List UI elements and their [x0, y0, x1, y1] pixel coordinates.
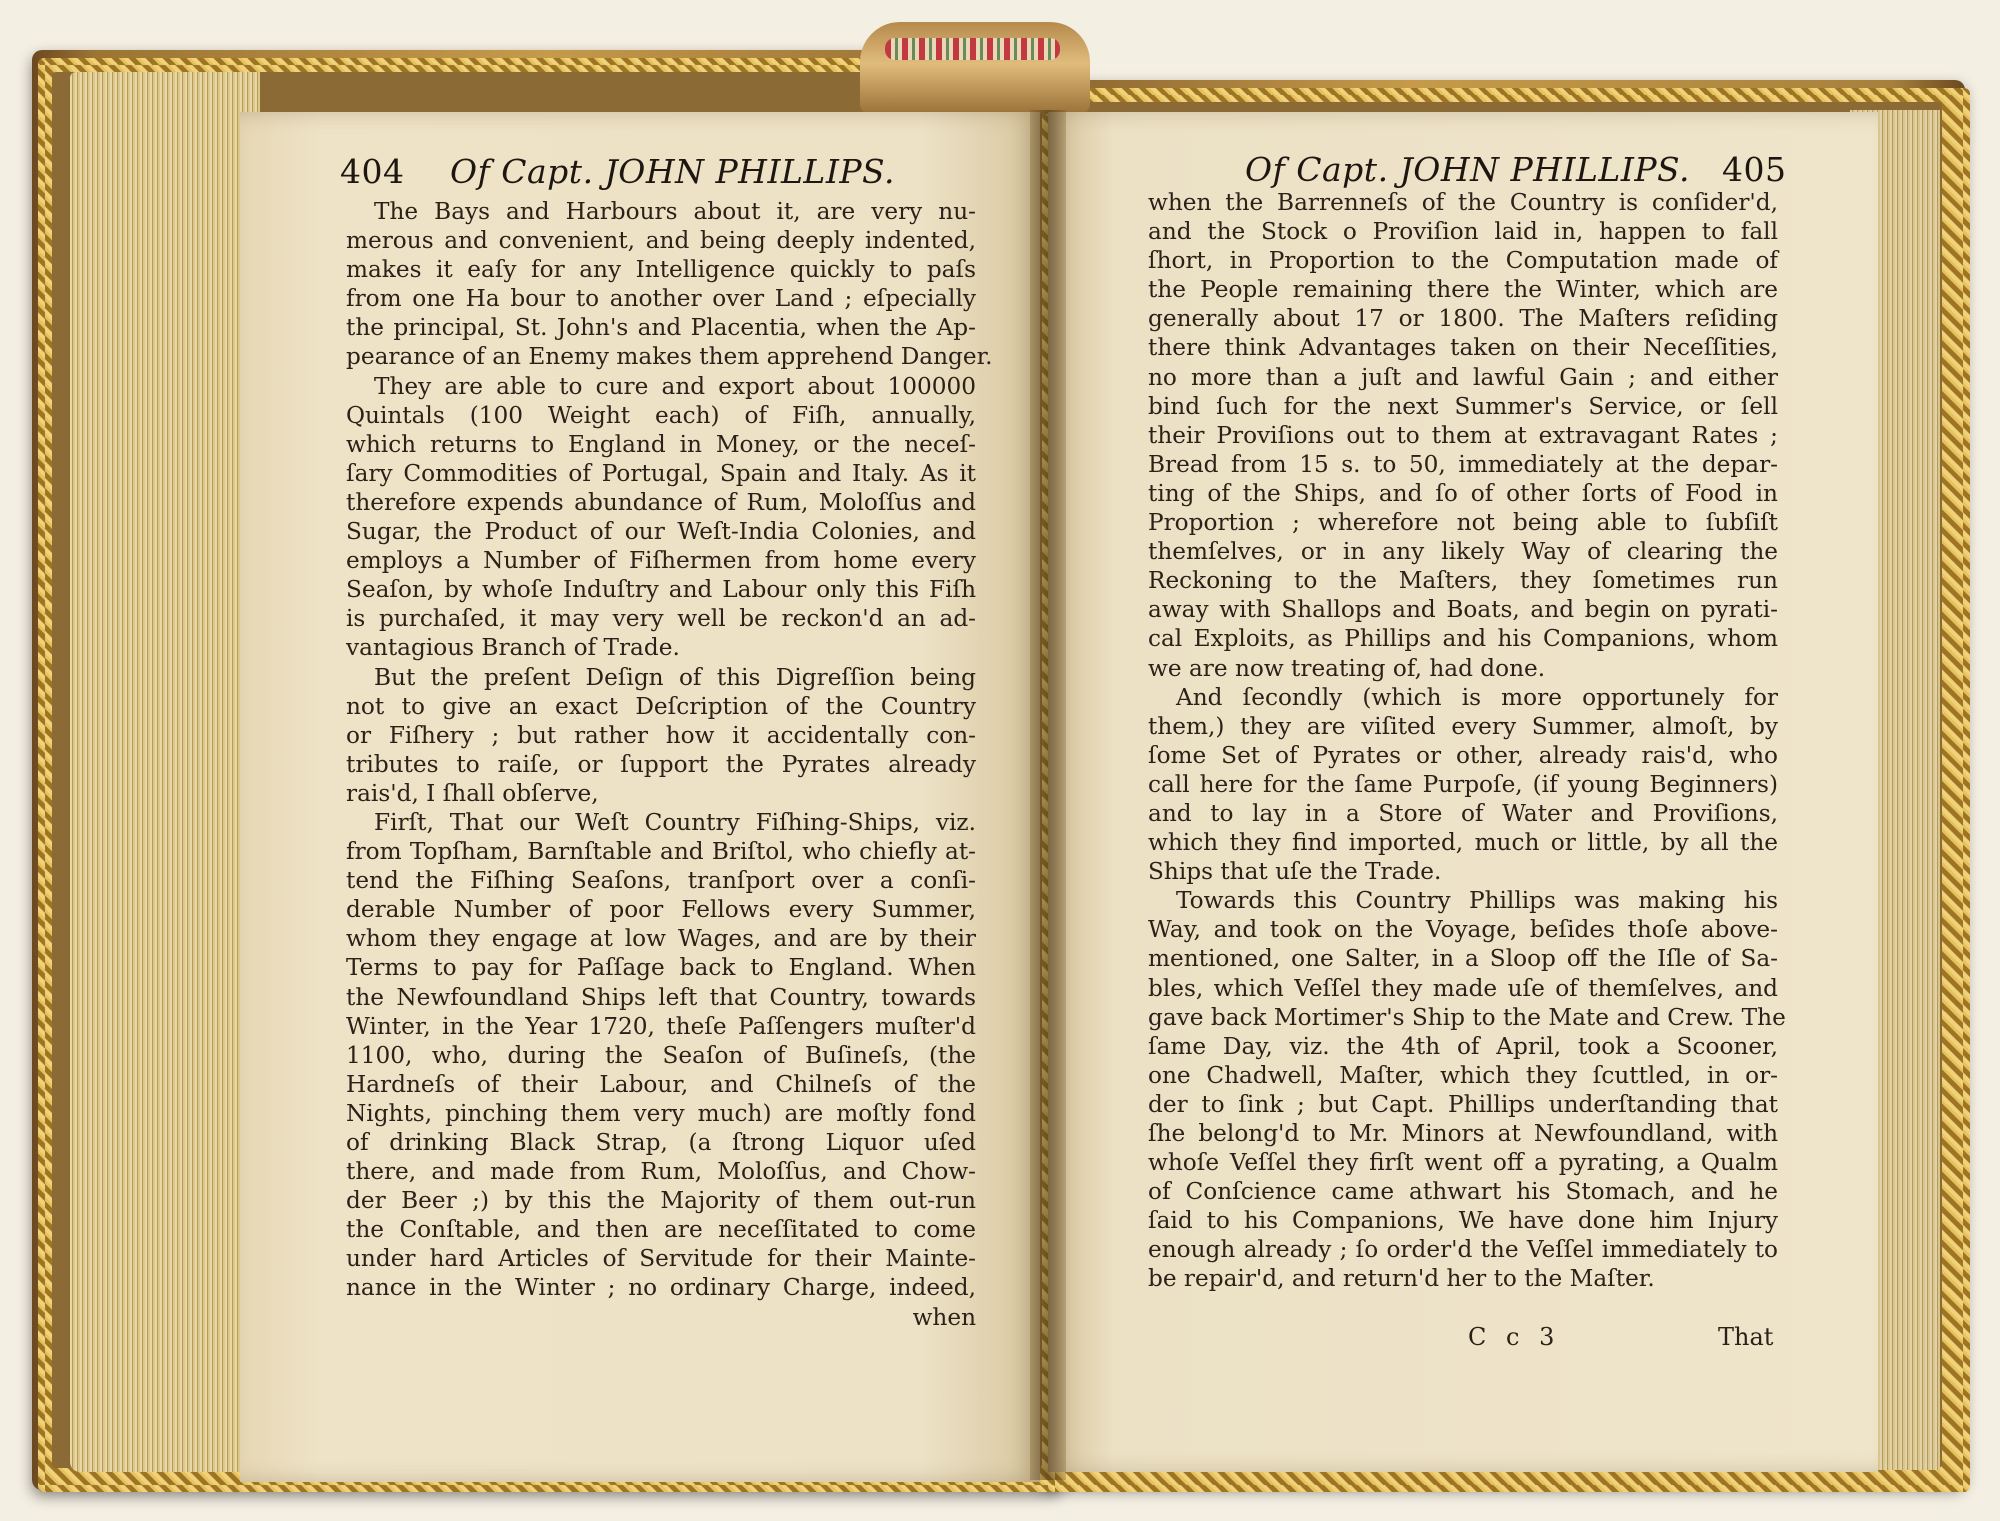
text-line: Quintals (100 Weight each) of Fiſh, annually,	[346, 401, 976, 429]
text-line: mentioned, one Salter, in a Sloop off the Iſle of Sa-	[1148, 945, 1778, 973]
text-line: when	[912, 1303, 976, 1331]
text-line: the principal, St. John's and Placentia, when the Ap-	[346, 314, 976, 342]
text-line: Ships that uſe the Trade.	[1148, 858, 1442, 886]
text-line: the Newfoundland Ships left that Country, towards	[346, 983, 976, 1011]
text-line: Reckoning to the Maſters, they ſometimes run	[1148, 567, 1778, 595]
text-line: bind ſuch for the next Summer's Service, or ſell	[1148, 392, 1778, 420]
text-line: ſaid to his Companions, We have done him Injury	[1148, 1207, 1778, 1235]
text-line: which returns to England in Money, or the neceſ-	[346, 430, 976, 458]
text-line: Hardneſs of their Labour, and Chilneſs of the	[346, 1070, 976, 1098]
text-line: there think Advantages taken on their Neceſſities,	[1148, 334, 1778, 362]
running-head-left: Of Capt. JOHN PHILLIPS.	[450, 152, 895, 191]
text-line: Bread from 15 s. to 50, immediately at the depar-	[1148, 450, 1778, 478]
text-line: ſome Set of Pyrates or other, already rais'd, who	[1148, 741, 1778, 769]
text-line: no more than a juſt and lawful Gain ; and either	[1148, 363, 1778, 391]
text-line: gave back Mortimer's Ship to the Mate and Crew. The	[1148, 1003, 1786, 1031]
text-line: enough already ; ſo order'd the Veſſel immediately to	[1148, 1236, 1778, 1264]
text-line: employs a Number of Fiſhermen from home every	[346, 547, 976, 575]
text-line: we are now treating of, had done.	[1148, 654, 1546, 682]
text-line: bles, which Veſſel they made uſe of themſelves, and	[1148, 974, 1778, 1002]
text-line: rais'd, I ſhall obſerve,	[346, 779, 599, 807]
text-line: their Proviſions out to them at extravagant Rates ;	[1148, 421, 1778, 449]
text-line: or Fiſhery ; but rather how it accidentally con-	[346, 721, 976, 749]
text-line: therefore expends abundance of Rum, Moloſſus and	[346, 488, 976, 516]
text-line: away with Shallops and Boats, and begin on pyrati-	[1148, 596, 1778, 624]
running-head-right: Of Capt. JOHN PHILLIPS.	[1245, 150, 1690, 189]
text-line: them,) they are viſited every Summer, almoſt, by	[1148, 712, 1778, 740]
text-line: Sugar, the Product of our Weſt-India Colonies, and	[346, 518, 976, 546]
text-line: The Bays and Harbours about it, are very nu-	[374, 198, 976, 225]
text-line: Proportion ; wherefore not being able to ſubſiſt	[1148, 509, 1778, 537]
text-line: Nights, pinching them very much) are moſtly fond	[346, 1099, 976, 1127]
right-page-text	[1148, 188, 1786, 1294]
text-line: and to lay in a Store of Water and Proviſions,	[1148, 799, 1778, 827]
text-line: and the Stock o Proviſion laid in, happen to fall	[1148, 218, 1778, 246]
text-line: whom they engage at low Wages, and are by their	[346, 925, 976, 953]
text-line: of drinking Black Strap, (a ſtrong Liquor uſed	[346, 1129, 976, 1156]
text-line: nance in the Winter ; no ordinary Charge, indeed,	[346, 1274, 976, 1302]
text-line: tend the Fiſhing Seaſons, tranſport over a conſi-	[346, 867, 976, 895]
headband	[885, 38, 1060, 60]
text-line: makes it eaſy for any Intelligence quickly to paſs	[346, 256, 976, 284]
text-line: when the Barrenneſs of the Country is conſider'd,	[1148, 189, 1778, 216]
text-line: under hard Articles of Servitude for their Mainte-	[346, 1245, 976, 1273]
page-number-right: 405	[1722, 150, 1787, 189]
text-line: Seaſon, by whoſe Induſtry and Labour only this Fiſh	[346, 576, 976, 604]
text-line: whoſe Veſſel they firſt went off a pyrating, a Qualm	[1148, 1149, 1778, 1177]
text-line: ſhe belong'd to Mr. Minors at Newfoundland, with	[1148, 1120, 1778, 1147]
text-line: there, and made from Rum, Moloſſus, and Chow-	[346, 1158, 976, 1186]
text-line: ſame Day, viz. the 4th of April, took a Scooner,	[1148, 1032, 1778, 1060]
text-line: Winter, in the Year 1720, theſe Paſſengers muſter'd	[346, 1012, 976, 1040]
text-line: the People remaining there the Winter, which are	[1148, 276, 1778, 304]
text-line: They are able to cure and export about 100000	[374, 372, 976, 400]
text-line: is purchaſed, it may very well be reckon'd an ad-	[346, 605, 976, 633]
text-line: 1100, who, during the Seaſon of Buſineſs, (the	[346, 1041, 976, 1069]
left-page-text	[346, 197, 993, 1332]
page-edges-left	[70, 72, 260, 1472]
text-line: from one Ha bour to another over Land ; eſpecially	[346, 285, 976, 313]
text-line: pearance of an Enemy makes them apprehend Danger.	[346, 343, 993, 371]
text-line: vantagious Branch of Trade.	[346, 634, 680, 662]
text-line: not to give an exact Deſcription of the Country	[346, 692, 976, 720]
text-line: themſelves, or in any likely Way of clearing the	[1148, 538, 1778, 566]
text-line: cal Exploits, as Phillips and his Companions, whom	[1148, 625, 1778, 653]
catchword: That	[1718, 1323, 1774, 1351]
text-line: ſhort, in Proportion to the Computation made of	[1148, 247, 1778, 275]
text-line: ting of the Ships, and ſo of other ſorts of Food in	[1148, 479, 1778, 507]
text-line: derable Number of poor Fellows every Summer,	[346, 896, 976, 924]
text-line: of Conſcience came athwart his Stomach, and he	[1148, 1178, 1778, 1206]
text-line: But the preſent Deſign of this Digreſſion being	[374, 663, 976, 691]
text-line: from Topſham, Barnſtable and Briſtol, who chiefly at-	[346, 838, 976, 866]
text-line: Way, and took on the Voyage, beſides thoſe above-	[1148, 916, 1778, 944]
text-line: be repair'd, and return'd her to the Maſter.	[1148, 1265, 1655, 1293]
text-line: merous and convenient, and being deeply indented,	[346, 227, 976, 255]
text-line: And ſecondly (which is more opportunely for	[1176, 683, 1778, 711]
spine	[860, 22, 1090, 114]
text-line: one Chadwell, Maſter, which they ſcuttled, in or-	[1148, 1061, 1778, 1089]
text-line: which they find imported, much or little, by all the	[1148, 829, 1778, 857]
text-line: Towards this Country Phillips was making his	[1176, 887, 1778, 915]
text-line: der Beer ;) by this the Majority of them out-run	[346, 1187, 976, 1215]
text-line: the Conſtable, and then are neceſſitated to come	[346, 1216, 976, 1244]
text-line: generally about 17 or 1800. The Maſters reſiding	[1148, 305, 1778, 333]
text-line: call here for the ſame Purpoſe, (if young Beginners)	[1148, 770, 1778, 798]
text-line: Terms to pay for Paſſage back to England. When	[346, 954, 976, 982]
gutter	[1030, 110, 1066, 1480]
text-line: ſary Commodities of Portugal, Spain and Italy. As it	[346, 459, 976, 487]
text-line: der to ſink ; but Capt. Phillips underſtanding that	[1148, 1090, 1778, 1118]
page-number-left: 404	[340, 152, 405, 191]
text-line: Firſt, That our Weſt Country Fiſhing-Ships, viz.	[374, 808, 976, 836]
signature-mark: C c 3	[1468, 1323, 1561, 1351]
text-line: tributes to raiſe, or ſupport the Pyrates already	[346, 750, 976, 778]
